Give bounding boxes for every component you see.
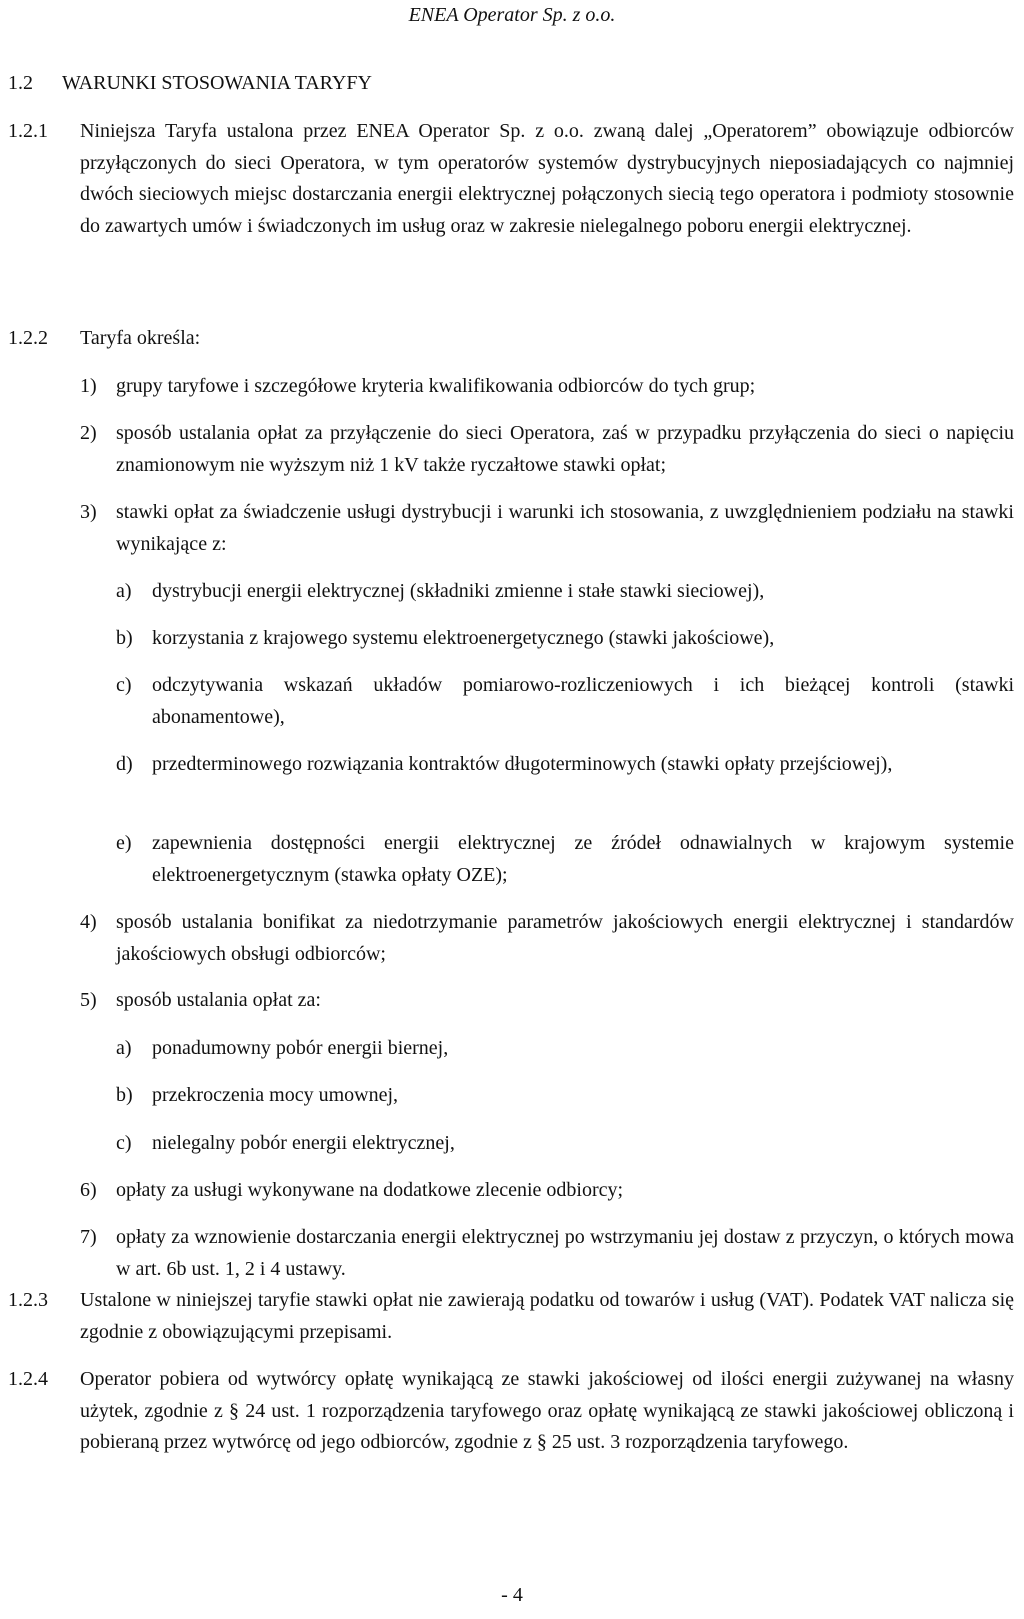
list-item-number: 6) [80, 1179, 97, 1201]
section-title: WARUNKI STOSOWANIA TARYFY [62, 72, 372, 94]
section-number: 1.2 [8, 72, 33, 94]
sub-item-number: e) [116, 832, 132, 854]
sub-item-number: a) [116, 580, 132, 602]
sub-item-5c: nielegalny pobór energii elektrycznej, [152, 1132, 455, 1154]
sub-item-3a: dystrybucji energii elektrycznej (składniki zmienne i stałe stawki sieciowej), [152, 580, 765, 602]
list-item-2: sposób ustalania opłat za przyłączenie do sieci Operatora, zaś w przypadku przyłączenia do sieci o napięciu znamionowym nie wyższym niż 1 kV także ryczałtowe stawki opłat; [116, 422, 1014, 476]
paragraph-1-2-3: Ustalone w niniejszej taryfie stawki opłat nie zawierają podatku od towarów i usług (VAT). Podatek VAT nalicza się zgodnie z obowiązującymi przepisami. [80, 1289, 1014, 1343]
sub-item-5a: ponadumowny pobór energii biernej, [152, 1037, 449, 1059]
list-item-number: 1) [80, 375, 97, 397]
list-item-number: 2) [80, 422, 97, 444]
list-item-number: 4) [80, 911, 97, 933]
list-item-1: grupy taryfowe i szczegółowe kryteria kwalifikowania odbiorców do tych grup; [116, 375, 756, 397]
list-item-4: sposób ustalania bonifikat za niedotrzymanie parametrów jakościowych energii elektrycznej i standardów jakościowych obsługi odbiorców; [116, 911, 1014, 965]
sub-item-number: d) [116, 753, 133, 775]
sub-item-number: c) [116, 1132, 132, 1154]
page-header: ENEA Operator Sp. z o.o. [408, 4, 616, 26]
sub-item-3e: zapewnienia dostępności energii elektrycznej ze źródeł odnawialnych w krajowym systemie elektroenergetycznym (stawka opłaty OZE); [152, 832, 1014, 886]
page-number: - 4 [501, 1584, 523, 1606]
paragraph-1-2-2-intro: Taryfa określa: [80, 327, 201, 349]
sub-item-5b: przekroczenia mocy umownej, [152, 1084, 399, 1106]
list-item-number: 3) [80, 501, 97, 523]
sub-item-3d: przedterminowego rozwiązania kontraktów długoterminowych (stawki opłaty przejściowej), [152, 753, 893, 775]
sub-item-3b: korzystania z krajowego systemu elektroenergetycznego (stawki jakościowe), [152, 627, 775, 649]
paragraph-number-1-2-2: 1.2.2 [8, 327, 48, 349]
list-item-number: 5) [80, 989, 97, 1011]
paragraph-number-1-2-4: 1.2.4 [8, 1368, 48, 1390]
sub-item-3c: odczytywania wskazań układów pomiarowo-rozliczeniowych i ich bieżącej kontroli (stawki abonamentowe), [152, 674, 1014, 728]
paragraph-1-2-4: Operator pobiera od wytwórcy opłatę wynikającą ze stawki jakościowej od ilości energii zużywanej na własny użytek, zgodnie z § 24 ust. 1 rozporządzenia taryfowego oraz opłatę wynikającą ze stawki jakościowej obliczoną i pobieraną przez wytwórcę od jego odbiorców, zgodnie z § 25 ust. 3 rozporządzenia taryfowego. [80, 1368, 1014, 1453]
list-item-5: sposób ustalania opłat za: [116, 989, 321, 1011]
paragraph-number-1-2-1: 1.2.1 [8, 120, 48, 142]
sub-item-number: a) [116, 1037, 132, 1059]
paragraph-1-2-1: Niniejsza Taryfa ustalona przez ENEA Operator Sp. z o.o. zwaną dalej „Operatorem” obowiązuje odbiorców przyłączonych do sieci Operatora, w tym operatorów systemów dystrybucyjnych nieposiadających co najmniej dwóch sieciowych miejsc dostarczania energii elektrycznej połączonych siecią tego operatora i podmioty stosownie do zawartych umów i świadczonych im usług oraz w zakresie nielegalnego poboru energii elektrycznej. [80, 120, 1014, 237]
paragraph-number-1-2-3: 1.2.3 [8, 1289, 48, 1311]
sub-item-number: b) [116, 627, 133, 649]
sub-item-number: b) [116, 1084, 133, 1106]
list-item-7: opłaty za wznowienie dostarczania energii elektrycznej po wstrzymaniu jej dostaw z przyczyn, o których mowa w art. 6b ust. 1, 2 i 4 ustawy. [116, 1226, 1014, 1280]
list-item-3: stawki opłat za świadczenie usługi dystrybucji i warunki ich stosowania, z uwzględnieniem podziału na stawki wynikające z: [116, 501, 1014, 555]
sub-item-number: c) [116, 674, 132, 696]
list-item-6: opłaty za usługi wykonywane na dodatkowe zlecenie odbiorcy; [116, 1179, 624, 1201]
list-item-number: 7) [80, 1226, 97, 1248]
